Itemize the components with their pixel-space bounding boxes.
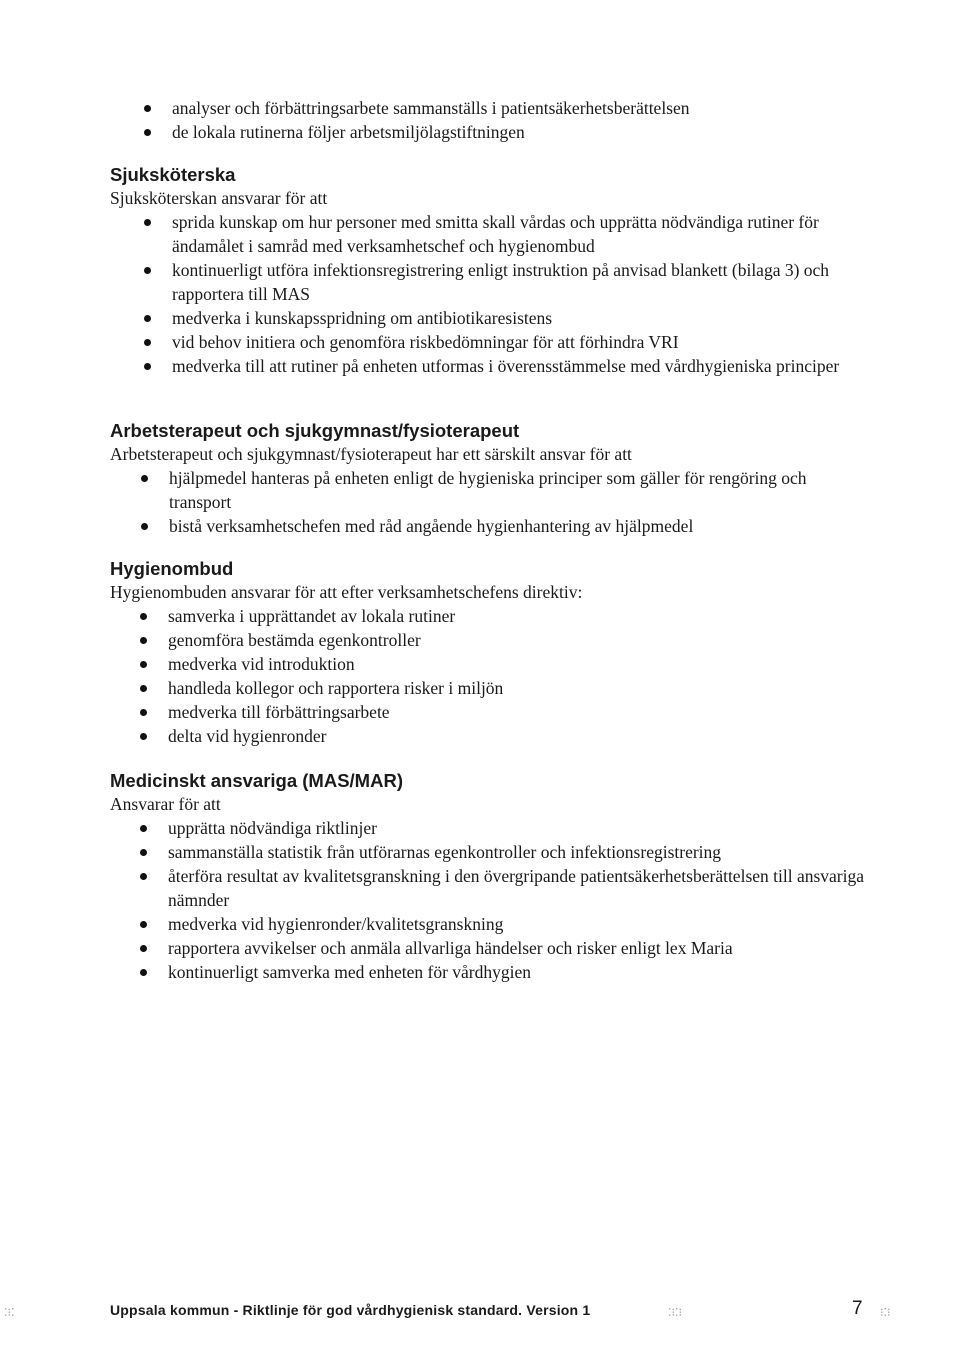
section-intro: Ansvarar för att bbox=[110, 794, 221, 814]
list-item: rapportera avvikelser och anmäla allvarliga händelser och risker enligt lex Maria bbox=[168, 936, 868, 960]
sjukskoterska-section bbox=[110, 164, 870, 378]
list-item: medverka till förbättringsarbete bbox=[168, 700, 858, 724]
list-item: medverka vid hygienronder/kvalitetsgranskning bbox=[168, 912, 868, 936]
list-item: kontinuerligt samverka med enheten för vårdhygien bbox=[168, 960, 868, 984]
list-item: sprida kunskap om hur personer med smitta skall vårdas och upprätta nödvändiga rutiner för ändamålet i samråd med verksamhetschef och hygienombud bbox=[172, 210, 862, 258]
list-item: återföra resultat av kvalitetsgranskning i den övergripande patientsäkerhetsberättelsen till ansvariga nämnder bbox=[168, 864, 868, 912]
section-heading-medicinskt: Medicinskt ansvariga (MAS/MAR) bbox=[110, 770, 403, 791]
list-item: vid behov initiera och genomföra riskbedömningar för att förhindra VRI bbox=[172, 330, 862, 354]
list-item: samverka i upprättandet av lokala rutiner bbox=[168, 604, 858, 628]
list-item: medverka till att rutiner på enheten utformas i överensstämmelse med vårdhygieniska principer bbox=[172, 354, 862, 378]
list-item: sammanställa statistik från utförarnas egenkontroller och infektionsregistrering bbox=[168, 840, 868, 864]
medicinskt-bullet-list bbox=[168, 816, 868, 984]
intro-section bbox=[172, 96, 872, 144]
arbetsterapeut-bullet-list bbox=[169, 466, 859, 538]
section-intro: Sjuksköterskan ansvarar för att bbox=[110, 188, 328, 208]
section-heading-sjukskoterska: Sjuksköterska bbox=[110, 164, 236, 185]
section-heading-hygienombud: Hygienombud bbox=[110, 558, 234, 579]
list-item: handleda kollegor och rapportera risker i miljön bbox=[168, 676, 858, 700]
list-item: genomföra bestämda egenkontroller bbox=[168, 628, 858, 652]
scan-noise-decoration: ⁚⁝⁚⁝ bbox=[668, 1306, 682, 1319]
medicinskt-section bbox=[110, 770, 870, 984]
arbetsterapeut-section bbox=[110, 420, 870, 538]
list-item: bistå verksamhetschefen med råd angående hygienhantering av hjälpmedel bbox=[169, 514, 859, 538]
list-item: upprätta nödvändiga riktlinjer bbox=[168, 816, 868, 840]
list-item: kontinuerligt utföra infektionsregistrering enligt instruktion på anvisad blankett (bilaga 3) och rapportera till MAS bbox=[172, 258, 862, 306]
intro-bullet-list bbox=[172, 96, 872, 144]
section-intro: Hygienombuden ansvarar för att efter verksamhetschefens direktiv: bbox=[110, 582, 583, 602]
page-number: 7 bbox=[852, 1298, 863, 1319]
footer-text: Uppsala kommun - Riktlinje för god vårdhygienisk standard. Version 1 bbox=[110, 1302, 591, 1318]
list-item: de lokala rutinerna följer arbetsmiljölagstiftningen bbox=[172, 120, 872, 144]
list-item: hjälpmedel hanteras på enheten enligt de hygieniska principer som gäller för rengöring och transport bbox=[169, 466, 859, 514]
list-item: medverka i kunskapsspridning om antibiotikaresistens bbox=[172, 306, 862, 330]
hygienombud-bullet-list bbox=[168, 604, 858, 748]
list-item: delta vid hygienronder bbox=[168, 724, 858, 748]
hygienombud-section bbox=[110, 558, 870, 748]
scan-noise-decoration: ⁚⁝⁚ bbox=[4, 1306, 15, 1319]
list-item: medverka vid introduktion bbox=[168, 652, 858, 676]
section-intro: Arbetsterapeut och sjukgymnast/fysioterapeut har ett särskilt ansvar för att bbox=[110, 444, 632, 464]
list-item: analyser och förbättringsarbete sammanställs i patientsäkerhetsberättelsen bbox=[172, 96, 872, 120]
sjukskoterska-bullet-list bbox=[172, 210, 862, 378]
section-heading-arbetsterapeut: Arbetsterapeut och sjukgymnast/fysioterapeut bbox=[110, 420, 520, 441]
scan-noise-decoration: ⁝⁚⁝ bbox=[880, 1306, 891, 1319]
